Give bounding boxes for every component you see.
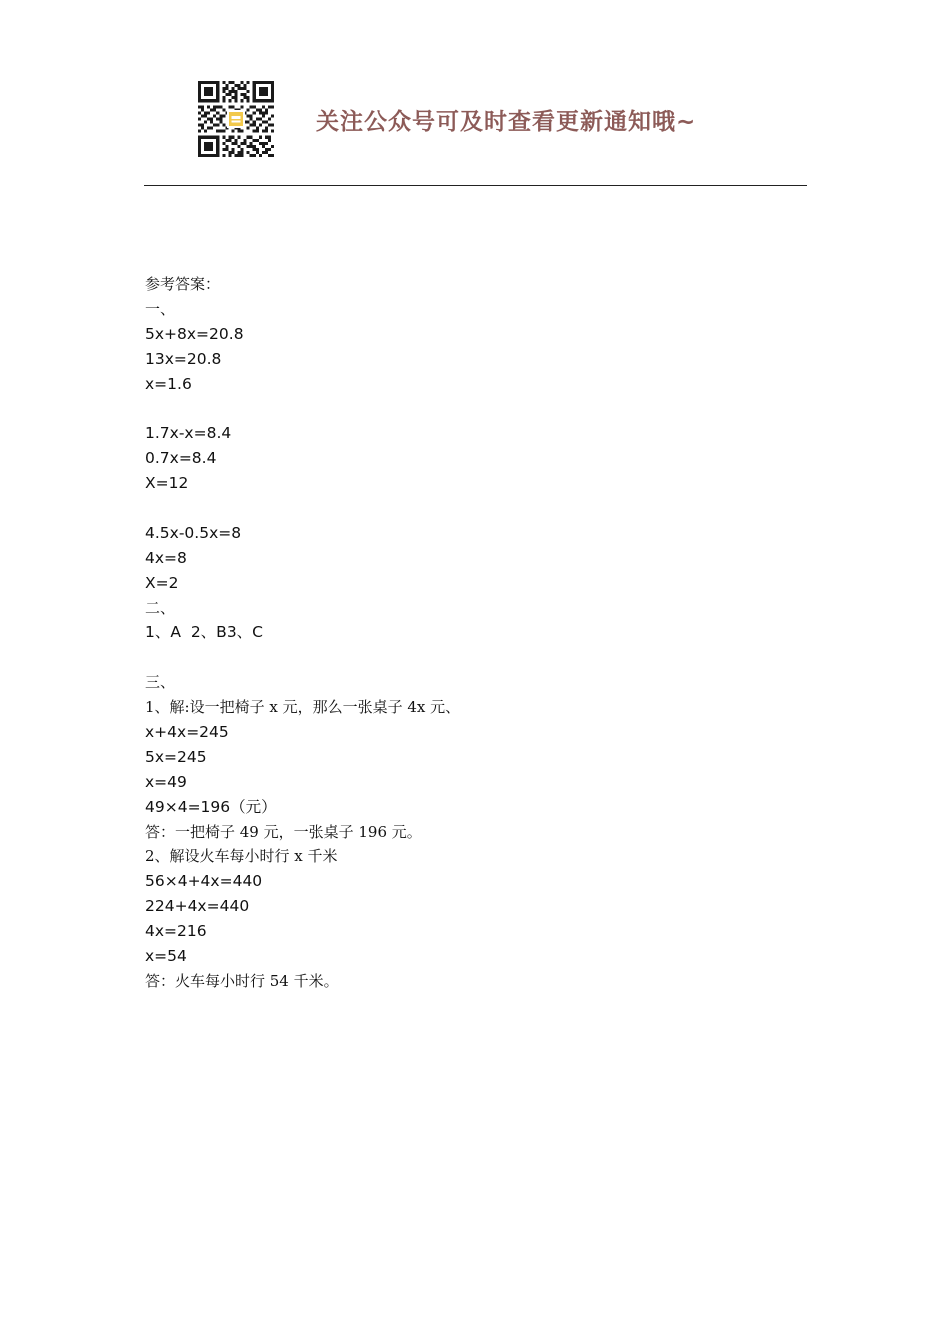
spacer bbox=[145, 396, 805, 421]
equation-line: 56×4+4x=440 bbox=[145, 872, 263, 891]
follow-notice-text: 关注公众号可及时查看更新通知哦~ bbox=[316, 109, 697, 135]
equation-line: x=1.6 bbox=[145, 374, 192, 393]
equation-line: x+4x=245 bbox=[145, 723, 229, 742]
problem-2-setup: 2、解设火车每小时行 x 千米 bbox=[145, 847, 338, 866]
equation-line: x=49 bbox=[145, 772, 187, 791]
header-divider bbox=[144, 185, 807, 186]
answer-key-title: 参考答案： bbox=[145, 275, 221, 293]
equation-line: 4x=8 bbox=[145, 548, 187, 567]
section-1-heading: 一、 bbox=[145, 299, 176, 318]
choice-answers: 1、A 2、B3、C bbox=[145, 623, 263, 642]
problem-1-answer: 答：一把椅子 49 元，一张桌子 196 元。 bbox=[145, 822, 422, 841]
equation-line: 1.7x-x=8.4 bbox=[145, 424, 232, 443]
equation-line: 0.7x=8.4 bbox=[145, 449, 217, 468]
equation-line: 4x=216 bbox=[145, 922, 207, 941]
equation-line: 4.5x-0.5x=8 bbox=[145, 523, 242, 542]
page-header bbox=[0, 0, 950, 190]
equation-line: 49×4=196（元） bbox=[145, 797, 277, 816]
section-3-heading: 三、 bbox=[145, 673, 176, 692]
answer-key bbox=[145, 272, 805, 994]
spacer bbox=[145, 496, 805, 521]
spacer bbox=[145, 645, 805, 670]
equation-line: 5x+8x=20.8 bbox=[145, 324, 244, 343]
equation-line: X=2 bbox=[145, 573, 179, 592]
equation-line: 5x=245 bbox=[145, 747, 207, 766]
equation-line: 13x=20.8 bbox=[145, 349, 222, 368]
section-2-heading: 二、 bbox=[145, 598, 176, 617]
equation-line: x=54 bbox=[145, 947, 187, 966]
qr-code-icon bbox=[198, 81, 274, 157]
equation-line: 224+4x=440 bbox=[145, 897, 250, 916]
equation-line: X=12 bbox=[145, 474, 189, 493]
problem-2-answer: 答：火车每小时行 54 千米。 bbox=[145, 971, 339, 990]
problem-1-setup: 1、解:设一把椅子 x 元，那么一张桌子 4x 元、 bbox=[145, 698, 461, 717]
